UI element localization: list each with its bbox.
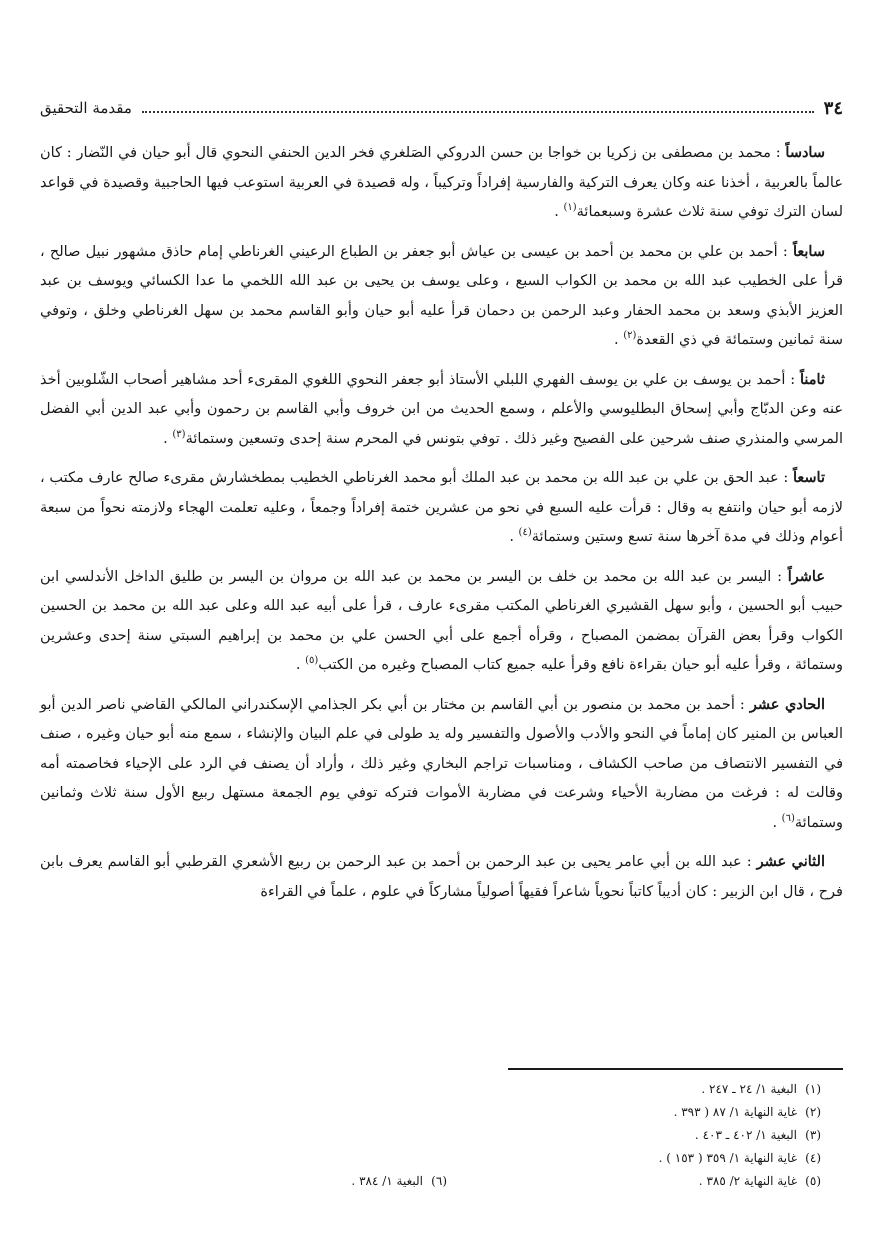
footnote-marker[interactable]: (١) — [563, 202, 577, 214]
footnote-text: غاية النهاية ٢/ ٣٨٥ . — [698, 1174, 797, 1188]
paragraph-seventh — [40, 237, 843, 356]
footnote-last-row — [40, 1170, 821, 1193]
section-title: مقدمة التحقيق — [40, 99, 132, 117]
paragraph-lead: سابعاً — [792, 242, 825, 260]
footnote-item — [40, 1101, 821, 1124]
footnote-marker[interactable]: (٥) — [305, 655, 319, 667]
paragraph-lead: عاشراً — [787, 567, 825, 585]
page-body — [40, 138, 843, 916]
paragraph-tail: . — [554, 204, 564, 220]
paragraph-lead: الثاني عشر — [756, 853, 826, 870]
paragraph-text: : محمد بن مصطفى بن زكريا بن خواجا بن حسن الدروكي الصَلغري فخر الدين الحنفي النحوي قال أبو حيان في النّضار : كان عالماً بالعربية ، أخذنا عنه وكان يعرف التركية والفارسية إفراداً وتركيباً ، وله قصيدة في العربية استوعب فيها الحاجبية وقصيدة في قواعد لسان الترك توفي سنة ثلاث عشرة وسبعمائة — [40, 145, 843, 220]
footnote-item — [40, 1124, 821, 1147]
footnotes — [40, 1078, 821, 1193]
footnote-number: (٥) — [805, 1174, 821, 1188]
paragraph-lead: تاسعاً — [792, 469, 825, 486]
footnote-item — [40, 1147, 821, 1170]
footnote-number: (٦) — [431, 1174, 447, 1188]
paragraph-lead: الحادي عشر — [749, 695, 825, 713]
paragraph-text: : عبد الحق بن علي بن عبد الله بن محمد بن عبد الملك أبو محمد الغرناطي الخطيب بمطخشارش مقرىء صالح عارف مكتب ، لازمه أبو حيان وانتفع به وقال : قرأت عليه السبع في نحو من عشرين ختمة إفراداً وجمعاً ، وعليه تعلمت الهجاء ولازمته نحواً من سبعة أعوام وذلك في مدة آخرها سنة تسع وستين وستمائة — [40, 470, 843, 545]
footnote-marker[interactable]: (٦) — [781, 812, 795, 824]
page-header — [40, 93, 843, 123]
paragraph-text: : أحمد بن محمد بن منصور بن أبي القاسم بن مختار بن أبي بكر الجذامي الإسكندراني المالكي القاضي ناصر الدين أبو العباس بن المنير كان إماماً في النحو والأدب والأصول والتفسير وله يد طولى في علم البيان والإنشاء ، سمع منه أبو حيان وغيره ، صنف في التفسير الانتصاف من صاحب الكشاف ، ومناسبات تراجم البخاري وغير ذلك ، وأراد أن يصنف في الرد على الإحياء فخاصمته أمه وقالت له : فرغت من مضاربة الأحياء وشرعت في مضاربة الأموات فتركه توفي يوم الجمعة مستهل ربيع الأول سنة ثلاث وثمانين وستمائة — [40, 696, 843, 831]
paragraph-tail: . — [295, 657, 306, 673]
footnote-marker[interactable]: (٢) — [623, 330, 637, 342]
footnote-text: غاية النهاية ١/ ٣٥٩ ( ١٥٣ ) . — [658, 1151, 797, 1165]
footnote-number: (١) — [805, 1082, 821, 1096]
footnote-text: البغية ١/ ٢٤ ـ ٢٤٧ . — [701, 1082, 797, 1096]
page-number: ٣٤ — [823, 97, 843, 119]
footnote-divider — [508, 1068, 843, 1070]
paragraph-text: : أحمد بن يوسف بن علي بن يوسف الفهري اللبلي الأستاذ أبو جعفر النحوي اللغوي المقرىء أحد مشاهير أصحاب الشّلوبين أخذ عنه وعن الدبّاج وأبي إسحاق البطليوسي والأعلم ، وسمع الحديث من ابن خروف وأبي القاسم بن رحمون وأبي عبد الدين أبي الفضل المرسي والمنذري صنف شرحين على الفصيح وغير ذلك . توفي بتونس في المحرم سنة إحدى وتسعين وستمائة — [40, 371, 843, 447]
paragraph-tail: . — [614, 332, 624, 348]
paragraph-eleventh — [40, 690, 843, 839]
footnote-number: (٢) — [805, 1105, 821, 1119]
dotted-leader — [142, 110, 814, 113]
footnote-text: غاية النهاية ١/ ٨٧ ( ٣٩٣ . — [673, 1105, 797, 1119]
footnote-text: البغية ١/ ٣٨٤ . — [351, 1174, 423, 1188]
paragraph-tail: . — [509, 529, 519, 545]
paragraph-text: : أحمد بن علي بن محمد بن أحمد بن عيسى بن عياش أبو جعفر بن الطباع الرعيني الغرناطي إمام حاذق مشهور نبيل صالح ، قرأ على الخطيب عبد الله بن محمد بن الكواب السبع ، وعلى يوسف بن يحيى بن عبد الله اللخمي ما عدا الكسائي ويوسف بن عبد العزيز الأبذي وسعد بن محمد الحفار وعبد الرحمن بن دحمان قرأ عليه أبو حيان وأبو القاسم محمد بن سهل الغرناطي وخلق ، وتوفي سنة ثمانين وستمائة في ذي القعدة — [40, 243, 843, 348]
paragraph-tenth — [40, 562, 843, 681]
paragraph-lead: ثامناً — [799, 370, 825, 388]
paragraph-lead: سادساً — [785, 144, 825, 161]
footnote-item — [40, 1078, 821, 1101]
footnote-text: البغية ١/ ٤٠٢ ـ ٤٠٣ . — [694, 1128, 797, 1142]
paragraph-twelfth — [40, 847, 843, 907]
footnote-number: (٤) — [805, 1151, 821, 1165]
paragraph-tail: . — [163, 430, 173, 447]
paragraph-tail: . — [772, 814, 782, 831]
footnote-marker[interactable]: (٤) — [518, 527, 532, 539]
paragraph-text: : عبد الله بن أبي عامر يحيى بن عبد الرحمن بن أحمد بن عبد الرحمن بن ربيع الأشعري القرطبي أبو القاسم يعرف بابن فرح ، قال ابن الزبير : كان أديباً كاتباً نحوياً شاعراً فقيهاً أصولياً مشاركاً في علوم ، علماً في القراءة — [40, 854, 843, 900]
footnote-marker[interactable]: (٣) — [172, 428, 186, 440]
paragraph-eighth — [40, 365, 843, 455]
paragraph-text: : اليسر بن عبد الله بن محمد بن خلف بن اليسر بن محمد بن عبد الله بن مروان بن اليسر بن طليق الداخل الأندلسي ابن حبيب أبو الحسين ، وأبو سهل القشيري الغرناطي المكتب مقرىء عارف ، قرأ على أبيه عبد الله وعلى عبد الله بن محمد بن الحسين الكواب وقرأ بعض القرآن بمضمن المصباح ، وقرأه أجمع على أبي الحسن علي بن محمد بن إبراهيم السبتي سنة إحدى وعشرين وستمائة ، وقرأ عليه أبو حيان بقراءة نافع وقرأ عليه جميع كتاب المصباح وغيره من الكتب — [40, 568, 843, 673]
paragraph-sixth — [40, 138, 843, 228]
footnote-item — [461, 1170, 821, 1193]
footnote-item — [351, 1170, 461, 1193]
footnote-number: (٣) — [805, 1128, 821, 1142]
paragraph-ninth — [40, 463, 843, 553]
